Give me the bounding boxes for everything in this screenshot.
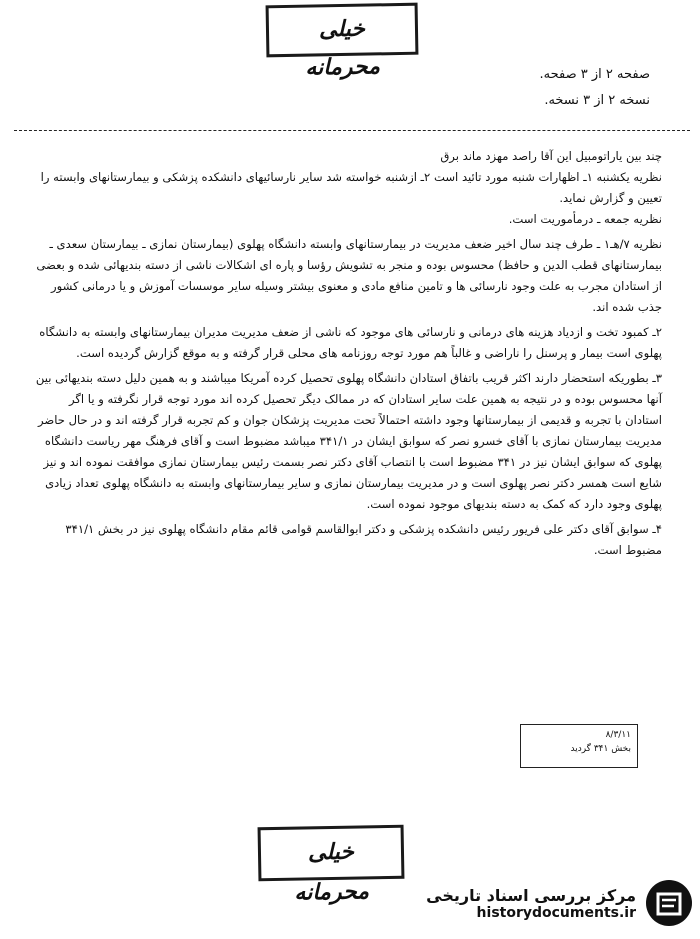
watermark-title: مرکز بررسی اسناد تاریخی bbox=[426, 885, 636, 905]
page-number-line: صفحه ۲ از ۳ صفحه. bbox=[539, 67, 650, 82]
watermark bbox=[412, 874, 694, 932]
archive-logo-icon bbox=[644, 878, 694, 928]
paragraph-item-1: نظریه ۷/هـ۱ ـ طرف چند سال اخیر ضعف مدیریت در بیمارستانهای وابسته دانشگاه پهلوی (بیمارستان نمازی ـ بیمارستان سعدی ـ بیمارستانهای قطب الدین و حافظ) محسوس بوده و منجر به تشویش رؤسا و پاره ای اشکالات ناشی از دسته بندیهائی شده و بعضی از استادان مجرب به علت وجود نارسائی ها و تامین منافع مادی و معنوی بیشتر وسیله سایر موسسات آموزش و یا درمانی کشور جذب شده اند. bbox=[36, 237, 662, 314]
paragraph-intro: چند بین یاراتومبیل این آقا راصد مهزد ماند برق bbox=[440, 149, 662, 163]
page-header bbox=[420, 62, 650, 114]
paragraph-sunday: نظریه یکشنبه ۱ـ اظهارات شنبه مورد تائید است ۲ـ ازشنبه خواسته شد سایر نارسائیهای دانشکده پزشکی و بیمارستانهای وابسته را تعیین و گزارش نماید. bbox=[40, 170, 662, 205]
paragraph-item-2: ۲ـ کمبود تخت و ازدیاد هزینه های درمانی و نارسائی های موجود که ناشی از ضعف مدیریت مدیران بیمارستانهای وابسته به دانشگاه پهلوی است بیمار و پرسنل را ناراضی و غالباً هم مورد توجه روزنامه های محلی قرار گرفته و به موقع گزارش گردیده است. bbox=[39, 325, 662, 360]
document-body bbox=[30, 146, 662, 561]
paragraph-item-3: ۳ـ بطوریکه استحضار دارند اکثر قریب باتفاق استادان دانشگاه پهلوی تحصیل کرده آمریکا میباشند و به همین دلیل دسته بندیهائی بین آنها محسوس بوده و در نتیجه به همین علت سایر استادان که در ممالک دیگر تحصیل کرده اند مورد توجه قرار نگرفته و یا اگر استادان با تجربه و قدیمی از بیمارستانها وجود داشته احتمالاً تحت مدیریت پزشکان جوان و کم تجربه قرار گرفته اند و در حال حاضر مدیریت بیمارستان نمازی با آقای خسرو نصر که سوابق ایشان در ۳۴۱/۱ میباشد مضبوط است و آقای فرهنگ مهر ریاست دانشگاه پهلوی که سوابق ایشان نیز در ۳۴۱ مضبوط است با انتصاب آقای دکتر نصر بسمت رئیس بیمارستان نمازی موافقت نموده اند و نیز شایع است همسر دکتر نصر پهلوی است و در مدیریت بیمارستان نمازی و سایر بیمارستانهای وابسته به دانشگاه پهلوی تعداد زیادی پهلوی وجود دارد که کمک به دسته بندیهای موجود نموده است. bbox=[35, 371, 662, 511]
watermark-url: historydocuments.ir bbox=[476, 904, 636, 921]
paragraph-item-4: ۴ـ سوابق آقای دکتر علی فریور رئیس دانشکده پزشکی و دکتر ابوالقاسم قوامی قائم مقام دانشگاه پهلوی نیز در بخش ۳۴۱/۱ مضبوط است. bbox=[65, 522, 662, 557]
paragraph-friday: نظریه جمعه ـ درمأموریت است. bbox=[508, 212, 662, 226]
header-divider bbox=[14, 130, 690, 131]
classification-stamp-top: خیلی محرمانه bbox=[266, 3, 419, 58]
copy-number-line: نسخه ۲ از ۳ نسخه. bbox=[544, 93, 650, 108]
filing-stamp-note: بخش ۳۴۱ گردید bbox=[570, 744, 631, 754]
classification-stamp-bottom: خیلی محرمانه bbox=[258, 825, 405, 882]
filing-stamp-date: ۸/۳/۱۱ bbox=[605, 730, 631, 740]
filing-stamp bbox=[520, 724, 638, 768]
